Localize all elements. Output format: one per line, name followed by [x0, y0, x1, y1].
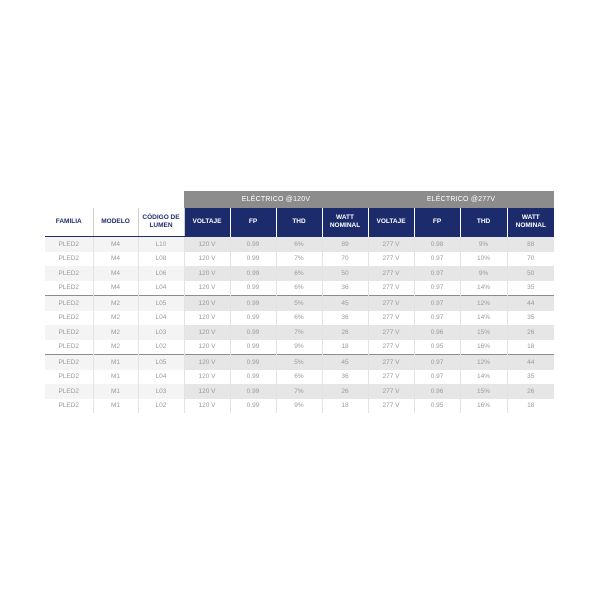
col-header-fp-120: FP — [230, 208, 276, 237]
table-row — [45, 266, 554, 281]
cell-codigo-lumen: L10 — [138, 237, 184, 252]
cell-thd-277: 14% — [460, 281, 507, 296]
cell-fp-120: 0.99 — [230, 266, 276, 281]
cell-thd-277: 9% — [460, 266, 507, 281]
cell-voltaje-277: 277 V — [368, 252, 414, 267]
cell-watt-120: 26 — [322, 384, 368, 399]
cell-modelo: M1 — [93, 355, 138, 370]
col-header-codigo-lumen: CÓDIGO DE LUMEN — [138, 208, 184, 237]
cell-familia: PLED2 — [45, 296, 93, 311]
table-row — [45, 384, 554, 399]
cell-modelo: M4 — [93, 266, 138, 281]
cell-fp-277: 0.97 — [414, 370, 460, 385]
cell-voltaje-120: 120 V — [184, 296, 230, 311]
cell-thd-277: 15% — [460, 384, 507, 399]
cell-fp-277: 0.97 — [414, 296, 460, 311]
cell-familia: PLED2 — [45, 355, 93, 370]
cell-fp-277: 0.96 — [414, 325, 460, 340]
cell-fp-277: 0.97 — [414, 266, 460, 281]
cell-watt-277: 50 — [507, 266, 554, 281]
cell-voltaje-120: 120 V — [184, 252, 230, 267]
table-row — [45, 325, 554, 340]
cell-thd-277: 12% — [460, 355, 507, 370]
table-row — [45, 252, 554, 267]
cell-watt-277: 26 — [507, 325, 554, 340]
cell-modelo: M1 — [93, 370, 138, 385]
cell-watt-120: 89 — [322, 237, 368, 252]
cell-modelo: M1 — [93, 384, 138, 399]
cell-codigo-lumen: L05 — [138, 296, 184, 311]
col-header-fp-277: FP — [414, 208, 460, 237]
cell-watt-277: 26 — [507, 384, 554, 399]
cell-familia: PLED2 — [45, 340, 93, 355]
group-header-277v: ELÉCTRICO @277V — [368, 191, 554, 208]
cell-familia: PLED2 — [45, 252, 93, 267]
cell-voltaje-120: 120 V — [184, 325, 230, 340]
cell-watt-277: 35 — [527, 314, 535, 322]
cell-codigo-lumen: L03 — [138, 325, 184, 340]
col-header-voltaje-120: VOLTAJE — [184, 208, 230, 237]
cell-voltaje-277: 277 V — [368, 237, 414, 252]
group-header-row — [45, 191, 554, 208]
cell-voltaje-277: 277 V — [368, 296, 414, 311]
cell-voltaje-120: 120 V — [184, 281, 230, 296]
table-row — [45, 296, 554, 311]
cell-fp-120: 0.99 — [230, 281, 276, 296]
cell-codigo-lumen: L04 — [138, 370, 184, 385]
cell-thd-120: 7% — [276, 252, 322, 267]
cell-thd-120: 7% — [276, 325, 322, 340]
col-header-watt-120: WATT NOMINAL — [322, 208, 368, 237]
cell-modelo: M4 — [93, 237, 138, 252]
cell-fp-120: 0.99 — [230, 370, 276, 385]
cell-thd-120: 6% — [276, 370, 322, 385]
cell-fp-277: 0.95 — [414, 399, 460, 414]
cell-voltaje-277: 277 V — [368, 399, 414, 414]
cell-watt-277: 35 — [527, 284, 535, 292]
cell-fp-120: 0.99 — [230, 399, 276, 414]
cell-familia: PLED2 — [45, 281, 93, 296]
cell-voltaje-277: 277 V — [368, 340, 414, 355]
col-header-watt-277: WATT NOMINAL — [507, 208, 554, 237]
cell-watt-277: 18 — [527, 343, 535, 351]
cell-codigo-lumen: L08 — [138, 252, 184, 267]
cell-fp-277: 0.97 — [414, 252, 460, 267]
cell-thd-277: 14% — [460, 311, 507, 326]
cell-watt-120: 26 — [322, 325, 368, 340]
cell-fp-277: 0.97 — [414, 355, 460, 370]
cell-watt-277: 44 — [507, 296, 554, 311]
table-body — [45, 237, 554, 414]
cell-thd-120: 9% — [276, 399, 322, 414]
cell-modelo: M1 — [93, 399, 138, 414]
cell-thd-120: 7% — [276, 384, 322, 399]
table-row — [45, 281, 554, 296]
cell-watt-277: 70 — [527, 255, 535, 263]
cell-watt-120: 36 — [322, 370, 368, 385]
cell-voltaje-120: 120 V — [184, 370, 230, 385]
cell-watt-277: 18 — [527, 402, 535, 410]
cell-fp-120: 0.99 — [230, 237, 276, 252]
cell-voltaje-120: 120 V — [184, 237, 230, 252]
group-header-blank — [45, 191, 184, 208]
cell-voltaje-277: 277 V — [368, 325, 414, 340]
cell-familia: PLED2 — [45, 370, 93, 385]
table-row — [45, 237, 554, 252]
cell-codigo-lumen: L03 — [138, 384, 184, 399]
cell-familia: PLED2 — [45, 237, 93, 252]
cell-watt-120: 18 — [322, 399, 368, 414]
table-row — [45, 399, 554, 414]
cell-fp-277: 0.97 — [414, 281, 460, 296]
cell-fp-277: 0.97 — [414, 311, 460, 326]
cell-voltaje-277: 277 V — [368, 370, 414, 385]
spec-table — [45, 191, 554, 413]
cell-watt-277: 88 — [507, 237, 554, 252]
cell-fp-120: 0.99 — [230, 296, 276, 311]
group-header-120v: ELÉCTRICO @120V — [184, 191, 368, 208]
cell-watt-120: 50 — [322, 266, 368, 281]
table-row — [45, 340, 554, 355]
cell-thd-277: 10% — [460, 252, 507, 267]
cell-fp-277: 0.96 — [414, 384, 460, 399]
cell-familia: PLED2 — [45, 266, 93, 281]
cell-voltaje-277: 277 V — [368, 281, 414, 296]
cell-modelo: M2 — [93, 311, 138, 326]
col-header-thd-277: THD — [460, 208, 507, 237]
cell-familia: PLED2 — [45, 399, 93, 414]
cell-voltaje-120: 120 V — [184, 266, 230, 281]
cell-thd-277: 12% — [460, 296, 507, 311]
table-row — [45, 311, 554, 326]
cell-thd-120: 6% — [276, 281, 322, 296]
cell-thd-277: 16% — [460, 399, 507, 414]
cell-familia: PLED2 — [45, 384, 93, 399]
cell-codigo-lumen: L05 — [138, 355, 184, 370]
cell-codigo-lumen: L02 — [138, 340, 184, 355]
cell-thd-120: 6% — [276, 237, 322, 252]
cell-watt-120: 36 — [322, 281, 368, 296]
cell-familia: PLED2 — [45, 311, 93, 326]
cell-voltaje-120: 120 V — [184, 355, 230, 370]
cell-fp-277: 0.98 — [414, 237, 460, 252]
cell-voltaje-120: 120 V — [184, 399, 230, 414]
cell-voltaje-120: 120 V — [184, 384, 230, 399]
cell-fp-120: 0.99 — [230, 252, 276, 267]
cell-familia: PLED2 — [45, 325, 93, 340]
cell-modelo: M4 — [93, 281, 138, 296]
table-row — [45, 355, 554, 370]
cell-watt-120: 45 — [322, 355, 368, 370]
cell-thd-277: 14% — [460, 370, 507, 385]
cell-codigo-lumen: L02 — [138, 399, 184, 414]
cell-voltaje-277: 277 V — [368, 266, 414, 281]
cell-watt-120: 36 — [322, 311, 368, 326]
cell-voltaje-277: 277 V — [368, 311, 414, 326]
cell-thd-277: 16% — [460, 340, 507, 355]
cell-thd-120: 5% — [276, 296, 322, 311]
cell-voltaje-277: 277 V — [368, 384, 414, 399]
cell-modelo: M2 — [93, 325, 138, 340]
cell-thd-120: 6% — [276, 266, 322, 281]
cell-fp-120: 0.99 — [230, 384, 276, 399]
cell-fp-120: 0.99 — [230, 355, 276, 370]
cell-modelo: M2 — [93, 340, 138, 355]
cell-watt-120: 70 — [322, 252, 368, 267]
cell-voltaje-120: 120 V — [184, 311, 230, 326]
cell-watt-120: 18 — [322, 340, 368, 355]
cell-codigo-lumen: L04 — [138, 281, 184, 296]
cell-voltaje-277: 277 V — [368, 355, 414, 370]
cell-thd-120: 6% — [276, 311, 322, 326]
cell-thd-277: 15% — [460, 325, 507, 340]
cell-codigo-lumen: L06 — [138, 266, 184, 281]
col-header-thd-120: THD — [276, 208, 322, 237]
cell-thd-120: 9% — [276, 340, 322, 355]
cell-watt-120: 45 — [322, 296, 368, 311]
cell-thd-277: 9% — [460, 237, 507, 252]
cell-fp-277: 0.95 — [414, 340, 460, 355]
table-row — [45, 370, 554, 385]
cell-thd-120: 5% — [276, 355, 322, 370]
col-header-voltaje-277: VOLTAJE — [368, 208, 414, 237]
cell-fp-120: 0.99 — [230, 311, 276, 326]
cell-fp-120: 0.99 — [230, 325, 276, 340]
col-header-familia: FAMILIA — [45, 208, 93, 237]
cell-watt-277: 35 — [527, 373, 535, 381]
cell-codigo-lumen: L04 — [138, 311, 184, 326]
cell-modelo: M2 — [93, 296, 138, 311]
cell-modelo: M4 — [93, 252, 138, 267]
cell-voltaje-120: 120 V — [184, 340, 230, 355]
cell-fp-120: 0.99 — [230, 340, 276, 355]
col-header-modelo: MODELO — [93, 208, 138, 237]
column-header-row — [45, 208, 554, 237]
cell-watt-277: 44 — [507, 355, 554, 370]
